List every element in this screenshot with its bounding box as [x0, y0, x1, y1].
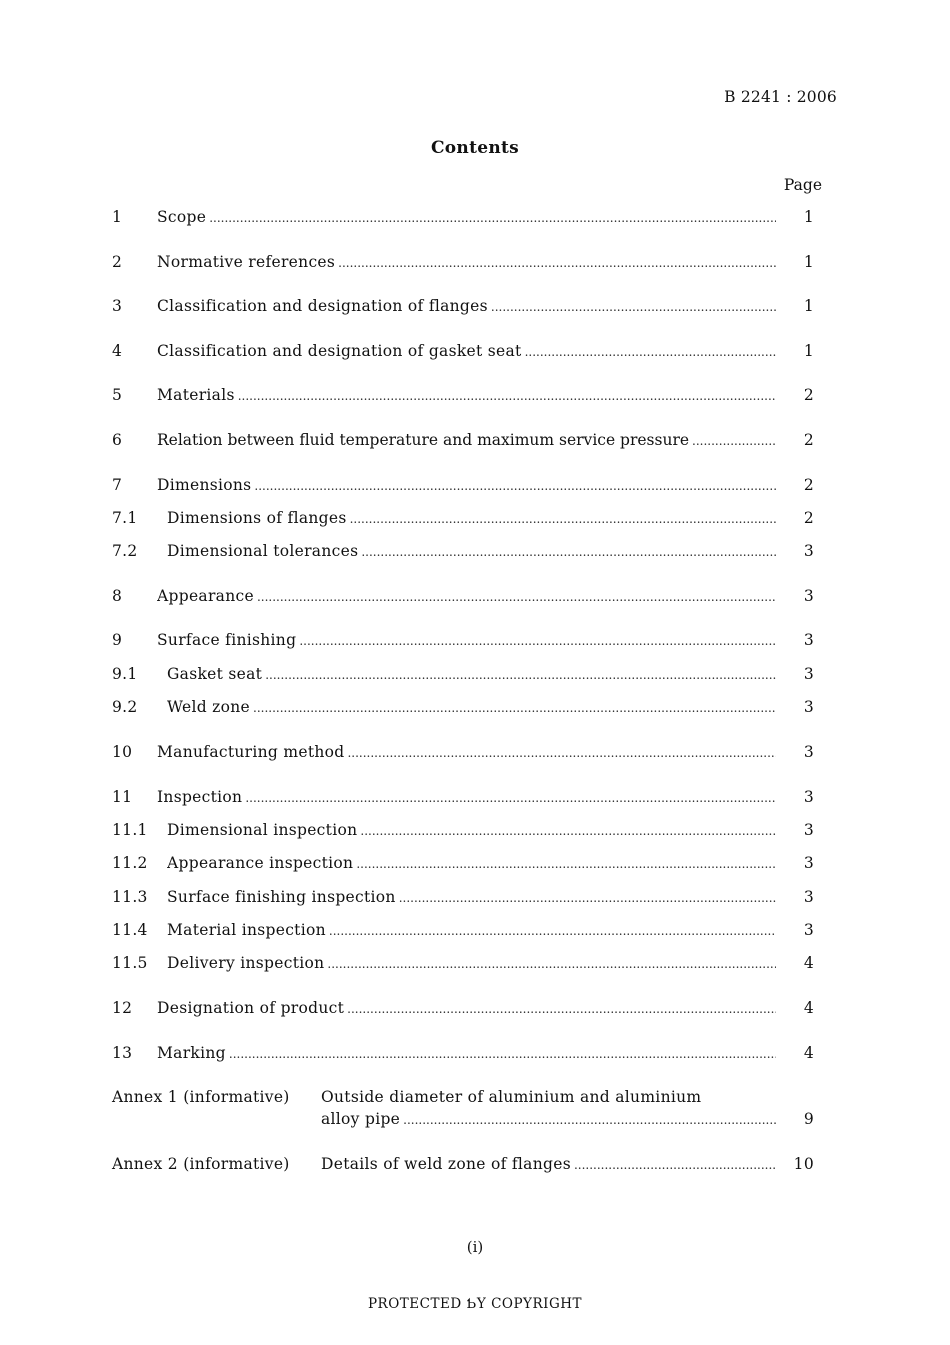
toc-entry — [0, 206, 950, 228]
toc-entry-number: 4 — [112, 342, 123, 360]
annex-title-line: Details of weld zone of flanges — [321, 1155, 571, 1173]
toc-entry — [0, 886, 950, 908]
toc-entry-number: 11.1 — [112, 821, 148, 839]
toc-entry-page: 1 — [803, 342, 814, 360]
toc-entry-title: Materials — [157, 386, 235, 404]
toc-entry — [0, 919, 950, 941]
toc-entry-page: 1 — [803, 297, 814, 315]
annex-entry-continuation — [0, 1108, 950, 1130]
leader-dots — [253, 697, 776, 718]
toc-entry-title: Appearance inspection — [167, 854, 354, 872]
toc-entry — [0, 251, 950, 273]
toc-entry-title: Scope — [157, 208, 207, 226]
copyright-notice: PROTECTED ƄY COPYRIGHT — [367, 1296, 583, 1312]
toc-entry-number: 6 — [112, 431, 123, 449]
toc-entry-page: 2 — [803, 386, 814, 404]
leader-dots — [574, 1154, 776, 1175]
toc-entry-title: Designation of product — [157, 999, 345, 1017]
toc-entry-page: 3 — [803, 921, 814, 939]
leader-dots — [399, 887, 776, 908]
toc-entry — [0, 585, 950, 607]
toc-entry-title: Inspection — [157, 788, 243, 806]
toc-entry-page: 3 — [803, 854, 814, 872]
annex-page: 9 — [803, 1110, 814, 1128]
toc-entry-page: 3 — [803, 821, 814, 839]
toc-entry — [0, 507, 950, 529]
leader-dots — [347, 998, 776, 1019]
toc-entry-page: 3 — [803, 743, 814, 761]
toc-entry-page: 2 — [803, 509, 814, 527]
leader-dots — [254, 475, 776, 496]
toc-entry-title: Appearance — [157, 587, 254, 605]
toc-entry-title: Gasket seat — [167, 665, 263, 683]
toc-entry-number: 11.2 — [112, 854, 148, 872]
toc-entry — [0, 540, 950, 562]
toc-entry-number: 7.1 — [112, 509, 138, 527]
document-code: B 2241 : 2006 — [724, 88, 837, 106]
toc-entry-title: Surface finishing — [157, 631, 297, 649]
toc-entry-number: 3 — [112, 297, 123, 315]
toc-entry-number: 11.3 — [112, 888, 148, 906]
annex-label: Annex 1 (informative) — [112, 1088, 290, 1106]
leader-dots — [356, 853, 776, 874]
leader-dots — [327, 953, 776, 974]
toc-entry-title: Material inspection — [167, 921, 326, 939]
toc-entry-title: Marking — [157, 1044, 226, 1062]
annex-entry — [0, 1153, 950, 1175]
toc-entry — [0, 786, 950, 808]
toc-entry-number: 7 — [112, 476, 123, 494]
leader-dots — [299, 630, 776, 651]
toc-entry-number: 5 — [112, 386, 123, 404]
toc-entry — [0, 384, 950, 406]
toc-entry — [0, 997, 950, 1019]
toc-entry-title: Manufacturing method — [157, 743, 345, 761]
toc-entry-number: 8 — [112, 587, 123, 605]
toc-entry-title: Dimensions — [157, 476, 252, 494]
toc-entry — [0, 663, 950, 685]
toc-entry-page: 4 — [803, 954, 814, 972]
leader-dots — [245, 787, 776, 808]
annex-entry — [0, 1086, 950, 1108]
toc-entry — [0, 952, 950, 974]
toc-entry — [0, 852, 950, 874]
toc-entry-page: 4 — [803, 999, 814, 1017]
toc-entry-page: 1 — [803, 208, 814, 226]
toc-entry-number: 1 — [112, 208, 123, 226]
leader-dots — [525, 341, 776, 362]
toc-entry-number: 11 — [112, 788, 133, 806]
toc-entry-number: 12 — [112, 999, 133, 1017]
annex-title-line: Outside diameter of aluminium and aluminium — [321, 1088, 702, 1106]
toc-entry-number: 2 — [112, 253, 123, 271]
annex-title-line: alloy pipe — [321, 1110, 401, 1128]
toc-entry-number: 11.4 — [112, 921, 148, 939]
toc-entry — [0, 696, 950, 718]
toc-entry-title: Weld zone — [167, 698, 251, 716]
toc-entry — [0, 429, 950, 451]
toc-entry — [0, 1042, 950, 1064]
toc-entry-title: Dimensional tolerances — [167, 542, 359, 560]
toc-entry-number: 9 — [112, 631, 123, 649]
leader-dots — [360, 820, 776, 841]
toc-entry-title: Classification and designation of flanges — [157, 297, 488, 315]
toc-entry-number: 11.5 — [112, 954, 148, 972]
toc-entry-number: 9.2 — [112, 698, 138, 716]
leader-dots — [491, 296, 776, 317]
page-column-label: Page — [783, 176, 822, 194]
toc-entry-page: 3 — [803, 542, 814, 560]
toc-entry — [0, 340, 950, 362]
leader-dots — [265, 664, 776, 685]
toc-entry-title: Normative references — [157, 253, 336, 271]
toc-entry-title: Surface finishing inspection — [167, 888, 396, 906]
toc-entry-number: 7.2 — [112, 542, 138, 560]
toc-entry-page: 2 — [803, 431, 814, 449]
toc-entry-title: Relation between fluid temperature and maximum service pressure — [157, 431, 690, 449]
leader-dots — [347, 742, 776, 763]
leader-dots — [338, 252, 776, 273]
toc-entry-page: 4 — [803, 1044, 814, 1062]
leader-dots — [329, 920, 776, 941]
toc-entry-title: Delivery inspection — [167, 954, 325, 972]
toc-entry-title: Classification and designation of gasket seat — [157, 342, 522, 360]
toc-entry-page: 3 — [803, 698, 814, 716]
toc-entry-page: 3 — [803, 665, 814, 683]
toc-entry-page: 2 — [803, 476, 814, 494]
toc-entry-title: Dimensions of flanges — [167, 509, 347, 527]
toc-entry — [0, 474, 950, 496]
toc-entry-page: 1 — [803, 253, 814, 271]
toc-entry — [0, 741, 950, 763]
toc-entry-page: 3 — [803, 631, 814, 649]
toc-entry-page: 3 — [803, 888, 814, 906]
leader-dots — [361, 541, 776, 562]
leader-dots — [238, 385, 776, 406]
page-number: (i) — [466, 1238, 484, 1256]
toc-entry — [0, 295, 950, 317]
toc-title: Contents — [430, 138, 520, 158]
toc-entry — [0, 819, 950, 841]
leader-dots — [229, 1043, 776, 1064]
leader-dots — [350, 508, 776, 529]
leader-dots — [257, 586, 776, 607]
annex-page: 10 — [793, 1155, 814, 1173]
leader-dots — [209, 207, 776, 228]
toc-entry-number: 9.1 — [112, 665, 138, 683]
toc-entry-title: Dimensional inspection — [167, 821, 358, 839]
toc-entry — [0, 629, 950, 651]
annex-label: Annex 2 (informative) — [112, 1155, 290, 1173]
toc-entry-number: 10 — [112, 743, 133, 761]
toc-entry-page: 3 — [803, 788, 814, 806]
toc-entry-page: 3 — [803, 587, 814, 605]
leader-dots — [692, 430, 776, 451]
toc-entry-number: 13 — [112, 1044, 133, 1062]
leader-dots — [403, 1109, 776, 1130]
